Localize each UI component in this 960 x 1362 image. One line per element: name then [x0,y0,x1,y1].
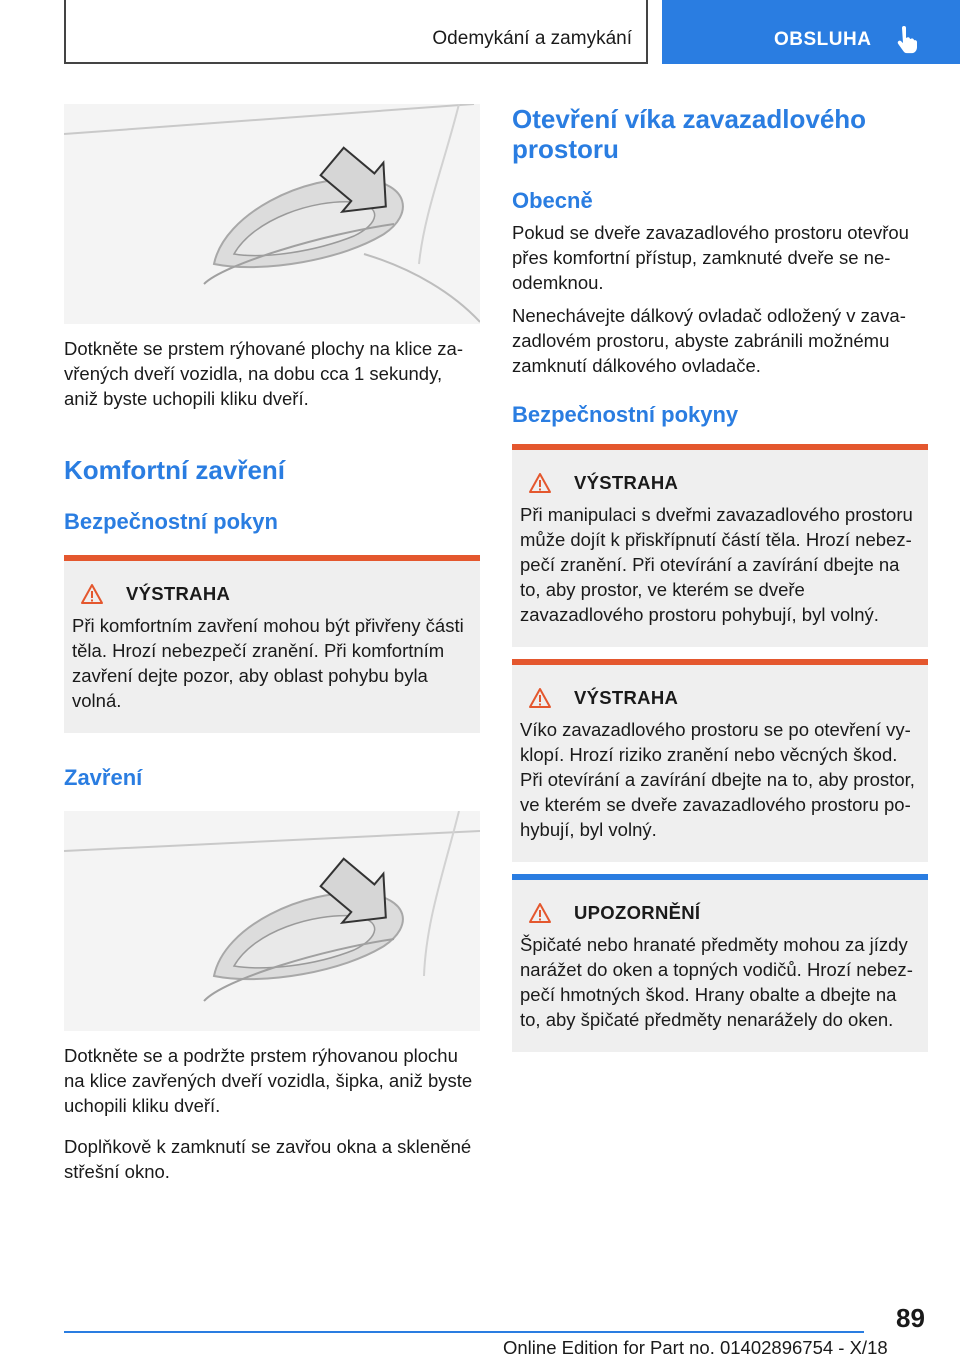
warning-triangle-icon [528,687,552,709]
extra-closing-text: Doplňkově k zamknutí se zavřou okna a skleněné střešní okno. [64,1136,472,1182]
general-paragraph-2: Nenechávejte dálkový ovladač odložený v zavazadlovém prostoru, abyste zabránili možnému zamknutí dálkového ovladače. [512,305,906,376]
door-handle-illustration [64,104,480,324]
chapter-tab[interactable] [662,0,960,64]
notice-box [512,874,928,1052]
footer-divider [64,1331,864,1333]
figure-2-caption: Dotkněte se a podržte prstem rýhovanou plochu na klice zavřených dveří vozidla, šipka, aniž byste uchopili kliku dveří. [64,1045,473,1116]
door-handle-figure-2 [64,811,480,1031]
warning-triangle-icon [528,472,552,494]
figure-1-caption: Dotkněte se prstem rýhované plochy na klice zavřených dveří vozidla, na dobu cca 1 sekundy, aniž byste uchopili kliku dveří. [64,338,463,409]
notice-text: Špičaté nebo hranaté předměty mohou za jízdy narážet do oken a topných vodičů. Hrozí nebezpečí hmotných škod. Hrany obalte a dbejte na to, aby špičaté předměty nenarážely do oken. [520,934,913,1030]
heading-closing: Zavření [64,765,143,790]
heading-open-trunk-lid: Otevření víka zavazadlového prostoru [512,104,867,164]
hand-pointer-icon [896,26,918,54]
warning-text: Víko zavazadlového prostoru se po otevření vyklopí. Hrozí riziko zranění nebo věcných škod. Při otevírání a zavírání dbejte na to, aby prostor, ve kterém se dveře zavazadlového prostoru pohybují, byl volný. [520,719,915,840]
warning-triangle-icon [80,583,104,605]
warning-title: VÝSTRAHA [126,583,231,604]
heading-safety-note: Bezpečnostní pokyn [64,509,278,534]
warning-text: Při manipulaci s dveřmi zavazadlového prostoru může dojít k přiskřípnutí částí těla. Hrozí nebezpečí zranění. Při otevírání a zavírání dbejte na to, aby prostor, ve kterém se dveře zavazadlového prostoru pohybují, byl volný. [520,504,913,625]
warning-box [512,444,928,647]
heading-safety-notes: Bezpečnostní pokyny [512,402,739,427]
warning-title: VÝSTRAHA [574,687,679,708]
heading-general: Obecně [512,188,593,213]
warning-box [512,659,928,862]
warning-title: VÝSTRAHA [574,472,679,493]
general-paragraph-1: Pokud se dveře zavazadlového prostoru otevřou přes komfortní přístup, zamknuté dveře se neodemknou. [512,222,909,293]
warning-triangle-icon [528,902,552,924]
edition-footer: Online Edition for Part no. 01402896754 - X/18 [503,1337,888,1358]
door-handle-figure-1 [64,104,480,324]
right-column [512,104,928,1052]
door-handle-illustration [64,811,480,1031]
notice-title: UPOZORNĚNÍ [574,902,701,923]
left-column [64,104,480,1184]
chapter-title: OBSLUHA [774,29,872,50]
section-title: Odemykání a zamykání [432,28,632,49]
header-section-box [64,0,648,64]
heading-comfort-closing: Komfortní zavření [64,455,286,485]
warning-box [64,555,480,733]
warning-text: Při komfortním zavření mohou být přivřeny části těla. Hrozí nebezpečí zranění. Při komfortním zavření dejte pozor, aby oblast pohybu byla volná. [72,615,464,711]
page-number: 89 [896,1303,925,1333]
